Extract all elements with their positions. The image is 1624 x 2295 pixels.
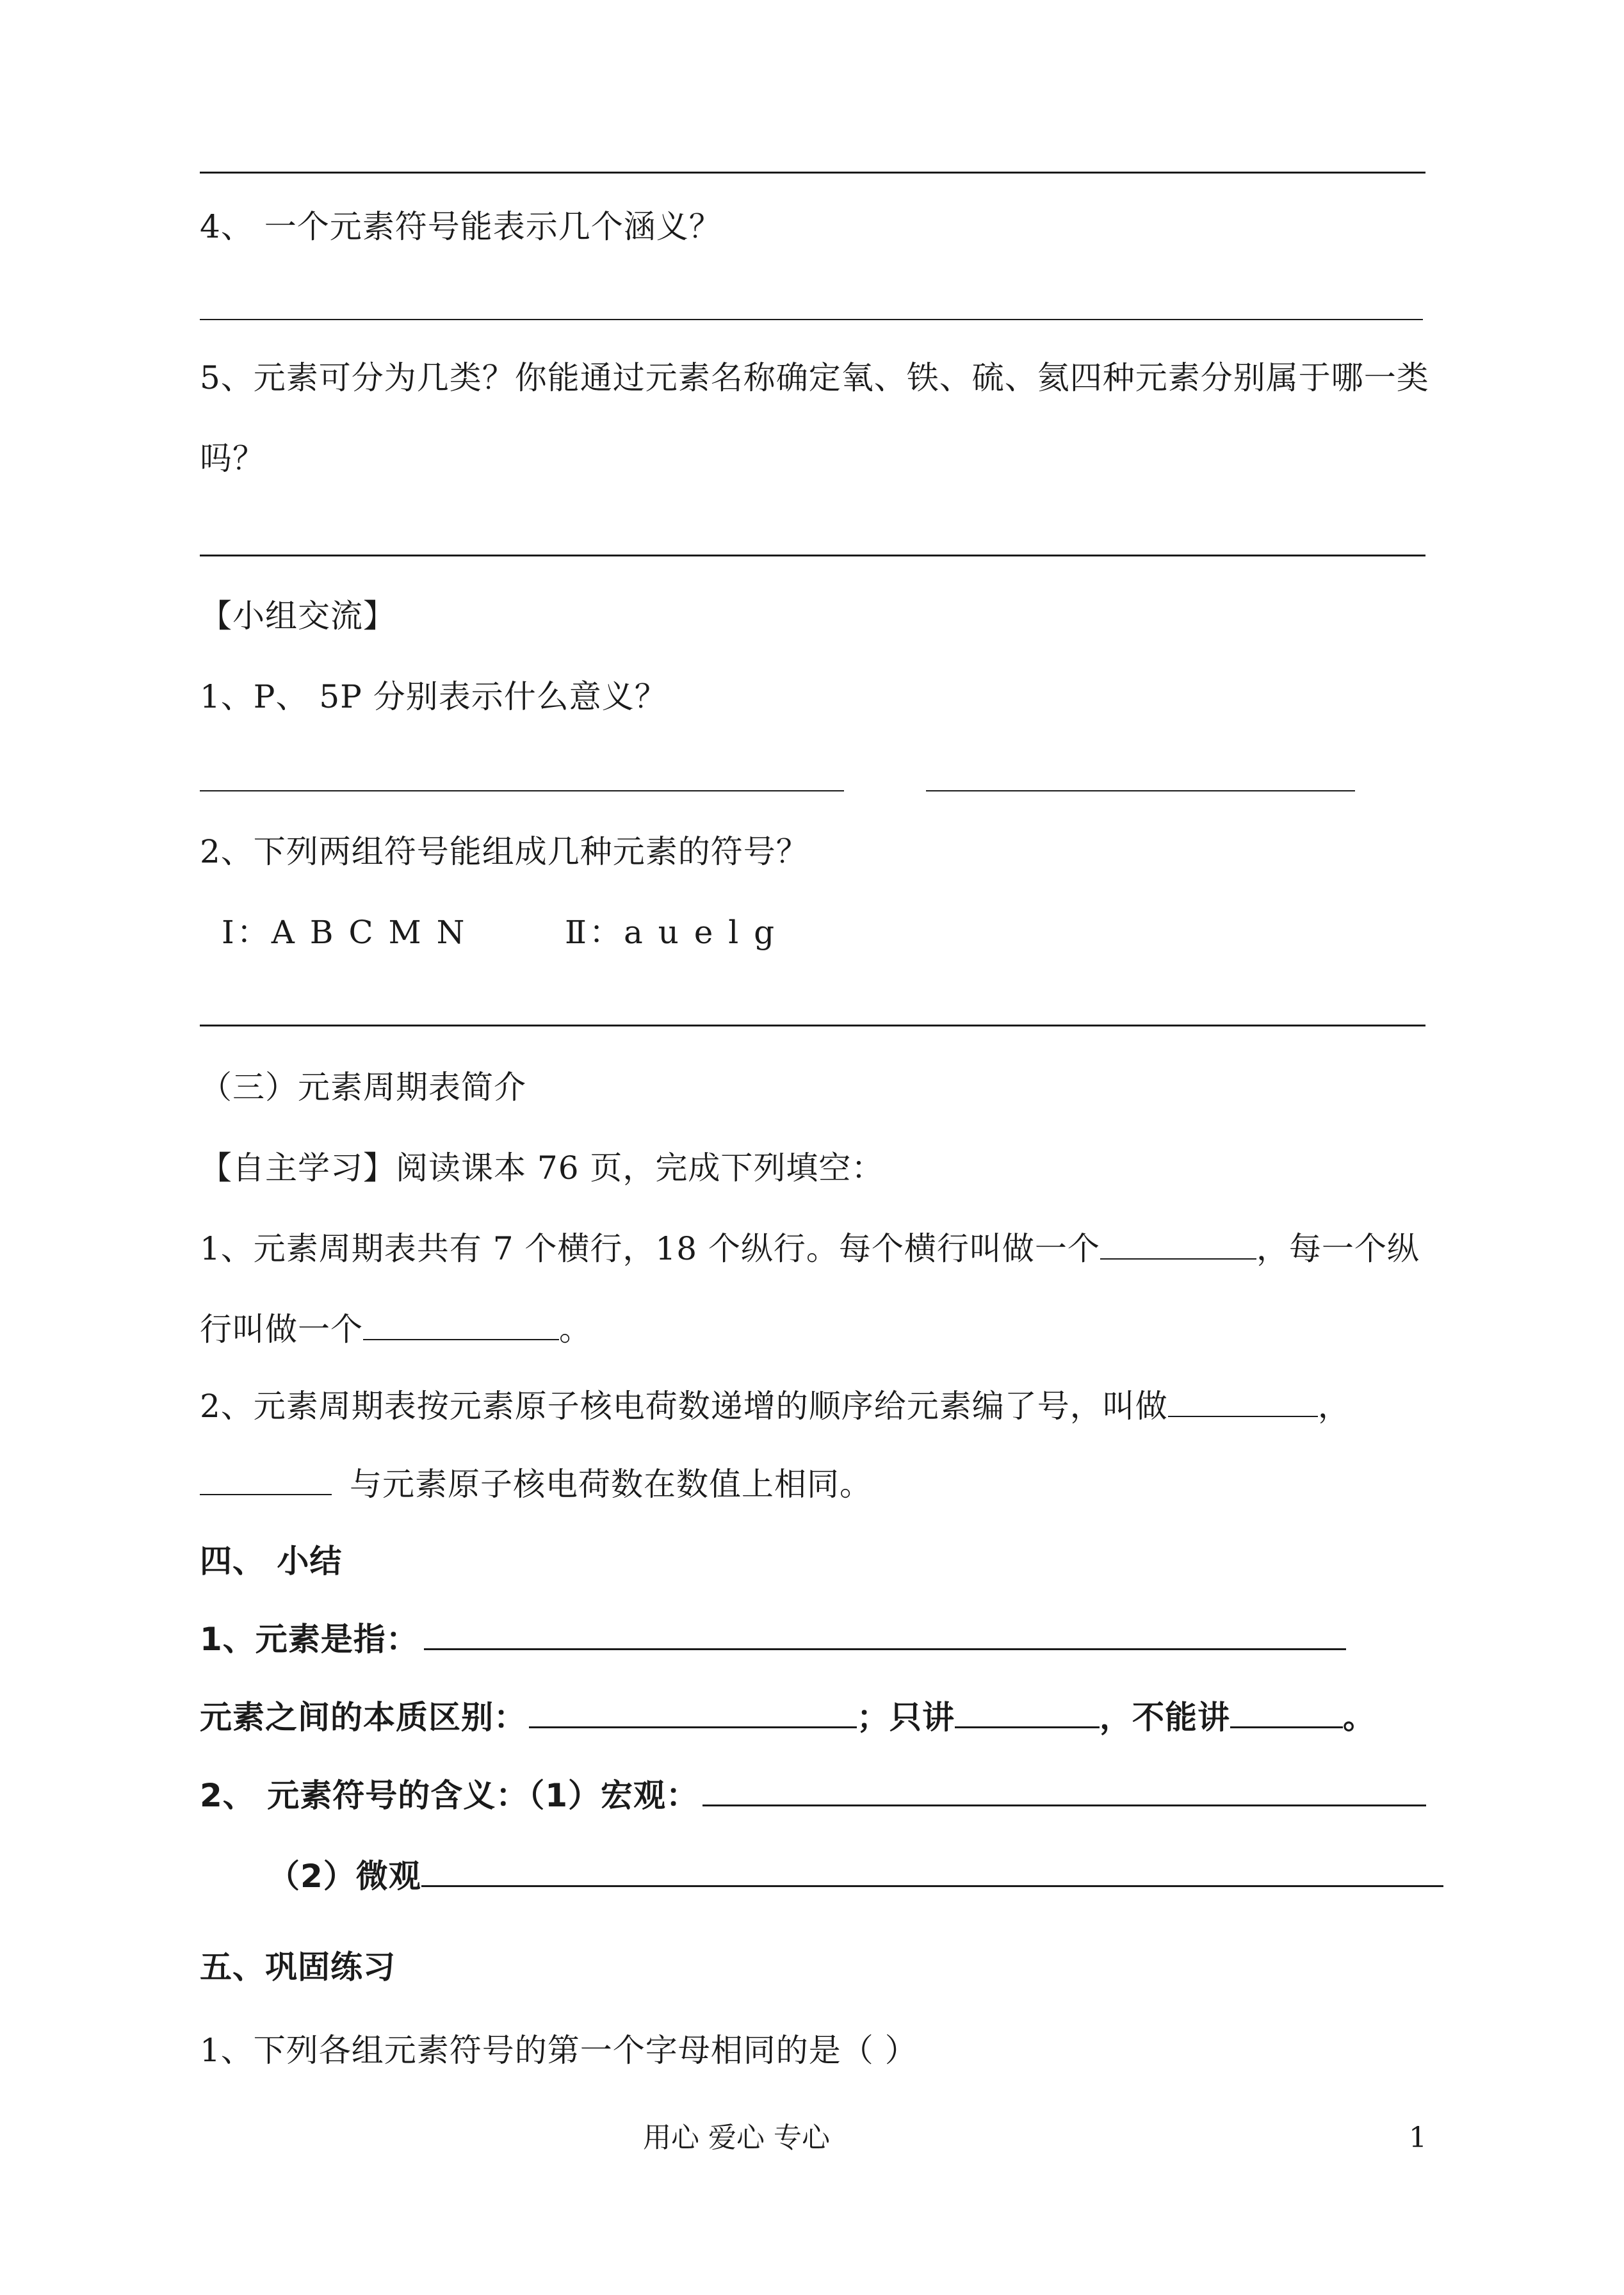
fill-1-text-c: 行叫做一个 — [200, 1311, 363, 1348]
blank-atomic-number[interactable] — [1168, 1388, 1318, 1417]
fill-1-line1 — [200, 1229, 1420, 1268]
summary-2b — [268, 1857, 1443, 1895]
summary-title: 四、 小结 — [200, 1543, 343, 1580]
group-exchange-title: 【小组交流】 — [200, 597, 396, 635]
answer-line-4 — [200, 319, 1423, 320]
summary-1b — [200, 1698, 1376, 1737]
summary-1b-text-b: ，不能讲 — [1100, 1699, 1230, 1736]
fill-1-text-d: 。 — [559, 1311, 592, 1348]
summary-1-label: 1、元素是指： — [200, 1621, 419, 1658]
summary-2b-label: （2）微观 — [268, 1858, 421, 1895]
fill-1-line2 — [200, 1310, 592, 1349]
blank-only-say[interactable] — [955, 1698, 1100, 1728]
blank-micro-meaning[interactable] — [421, 1857, 1443, 1887]
section-3-title: （三）元素周期表简介 — [200, 1069, 526, 1106]
blank-essential-difference[interactable] — [529, 1698, 857, 1728]
fill-1-text-b: ，每一个纵 — [1256, 1230, 1420, 1267]
group-question-1: 1、P、 5P 分别表示什么意义？ — [200, 678, 667, 715]
blank-period[interactable] — [1100, 1230, 1256, 1260]
summary-1 — [200, 1620, 1346, 1658]
symbol-set-2: Ⅱ：a u e l g — [565, 914, 777, 951]
blank-macro-meaning[interactable] — [702, 1776, 1426, 1806]
page-number: 1 — [1409, 2121, 1427, 2154]
exercise-1: 1、下列各组元素符号的第一个字母相同的是（ ） — [200, 2032, 918, 2069]
summary-1b-label: 元素之间的本质区别： — [200, 1699, 526, 1736]
blank-quantity[interactable] — [200, 1466, 332, 1495]
top-rule — [200, 172, 1425, 174]
summary-1b-text-c: 。 — [1343, 1699, 1376, 1736]
self-study-heading: 【自主学习】 — [200, 1149, 396, 1187]
blank-cannot-say[interactable] — [1230, 1698, 1343, 1728]
symbol-set-1: Ⅰ：A B C M N — [222, 914, 467, 951]
summary-2-label: 2、 元素符号的含义：（1）宏观： — [200, 1777, 699, 1814]
group-question-2: 2、下列两组符号能组成几种元素的符号？ — [200, 833, 809, 870]
section-divider-2 — [200, 1025, 1425, 1026]
question-5-line2: 吗？ — [200, 440, 265, 477]
answer-line-g1-b — [926, 790, 1355, 791]
fill-2-line2 — [200, 1465, 872, 1504]
exercise-title: 五、巩固练习 — [200, 1949, 396, 1986]
question-4: 4、 一个元素符号能表示几个涵义？ — [200, 208, 722, 245]
fill-2-line1 — [200, 1387, 1351, 1425]
section-divider-1 — [200, 555, 1425, 556]
answer-line-g1-a — [200, 790, 844, 791]
fill-2-text-a: 2、元素周期表按元素原子核电荷数递增的顺序给元素编了号，叫做 — [200, 1388, 1168, 1425]
self-study-line — [200, 1149, 884, 1187]
fill-1-text-a: 1、元素周期表共有 7 个横行，18 个纵行。每个横行叫做一个 — [200, 1230, 1100, 1267]
fill-2-text-c: 与元素原子核电荷数在数值上相同。 — [350, 1466, 872, 1503]
fill-2-text-b: ， — [1317, 1388, 1351, 1425]
question-5-line1: 5、元素可分为几类？你能通过元素名称确定氧、铁、硫、氦四种元素分别属于哪一类 — [200, 359, 1429, 396]
self-study-text: 阅读课本 76 页，完成下列填空： — [396, 1149, 884, 1187]
blank-group[interactable] — [363, 1311, 559, 1340]
blank-element-definition[interactable] — [424, 1620, 1346, 1650]
footer-motto: 用心 爱心 专心 — [643, 2121, 830, 2154]
summary-2 — [200, 1776, 1426, 1815]
summary-1b-text-a: ；只讲 — [857, 1699, 955, 1736]
